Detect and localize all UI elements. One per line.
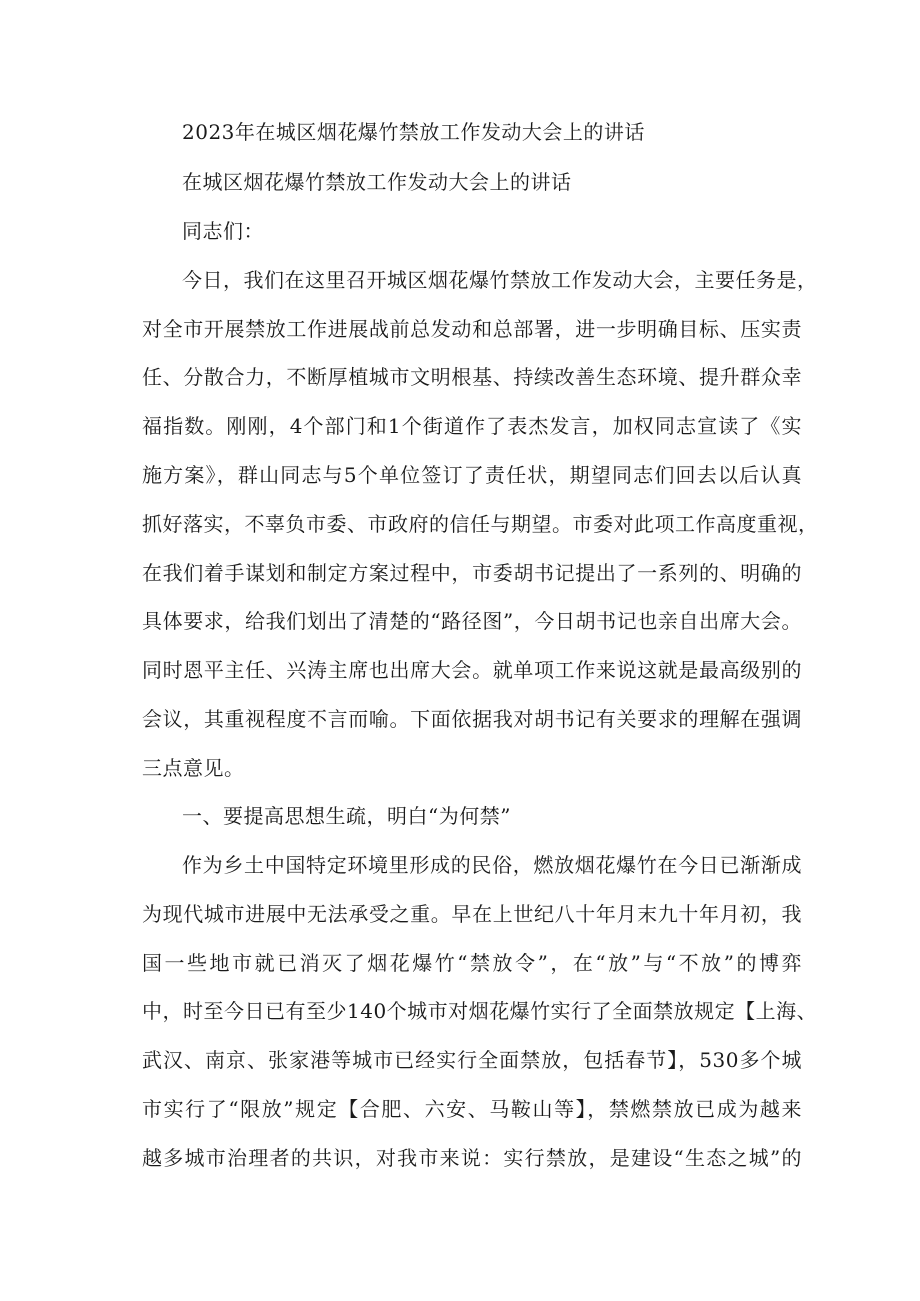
paragraph-line: 抓好落实，不辜负市委、市政府的信任与期望。市委对此项工作高度重视， xyxy=(142,512,819,536)
paragraph-line: 同时恩平主任、兴涛主席也出席大会。就单项工作来说这就是最高级别的 xyxy=(142,658,802,682)
paragraph-line: 会议，其重视程度不言而喻。下面依据我对胡书记有关要求的理解在强调 xyxy=(142,707,802,731)
document-subtitle: 在城区烟花爆竹禁放工作发动大会上的讲话 xyxy=(182,170,572,194)
paragraph-line: 具体要求，给我们划出了清楚的“路径图”，今日胡书记也亲自出席大会。 xyxy=(142,609,802,633)
document-title: 2023年在城区烟花爆竹禁放工作发动大会上的讲话 xyxy=(182,120,645,144)
paragraph-line: 中，时至今日已有至少140个城市对烟花爆竹实行了全面禁放规定【上海、 xyxy=(142,999,818,1023)
salutation: 同志们： xyxy=(182,219,264,243)
paragraph-line: 武汉、南京、张家港等城市已经实行全面禁放，包括春节】，530多个城 xyxy=(142,1048,802,1072)
paragraph-line: 三点意见。 xyxy=(142,756,245,780)
paragraph-line: 在我们着手谋划和制定方案过程中，市委胡书记提出了一系列的、明确的 xyxy=(142,561,802,585)
paragraph-line: 为现代城市进展中无法承受之重。早在上世纪八十年月末九十年月初，我 xyxy=(142,902,802,926)
paragraph-line: 作为乡土中国特定环境里形成的民俗，燃放烟花爆竹在今日已渐渐成 xyxy=(182,853,802,877)
section-heading: 一、要提高思想生疏，明白“为何禁” xyxy=(182,804,511,828)
paragraph-line: 国一些地市就已消灭了烟花爆竹“禁放令”，在“放”与“不放”的博弈 xyxy=(142,951,802,975)
paragraph-line: 对全市开展禁放工作进展战前总发动和总部署，进一步明确目标、压实责 xyxy=(142,317,802,341)
paragraph-line: 任、分散合力，不断厚植城市文明根基、持续改善生态环境、提升群众幸 xyxy=(142,365,802,389)
paragraph-line: 福指数。刚刚，4个部门和1个街道作了表杰发言，加权同志宣读了《实 xyxy=(142,414,802,438)
paragraph-line: 市实行了“限放”规定【合肥、六安、马鞍山等】，禁燃禁放已成为越来 xyxy=(142,1097,802,1121)
paragraph-line: 施方案》，群山同志与5个单位签订了责任状，期望同志们回去以后认真 xyxy=(142,463,802,487)
paragraph-line: 今日，我们在这里召开城区烟花爆竹禁放工作发动大会，主要任务是， xyxy=(182,268,818,292)
paragraph-line: 越多城市治理者的共识，对我市来说：实行禁放，是建设“生态之城”的 xyxy=(142,1146,802,1170)
